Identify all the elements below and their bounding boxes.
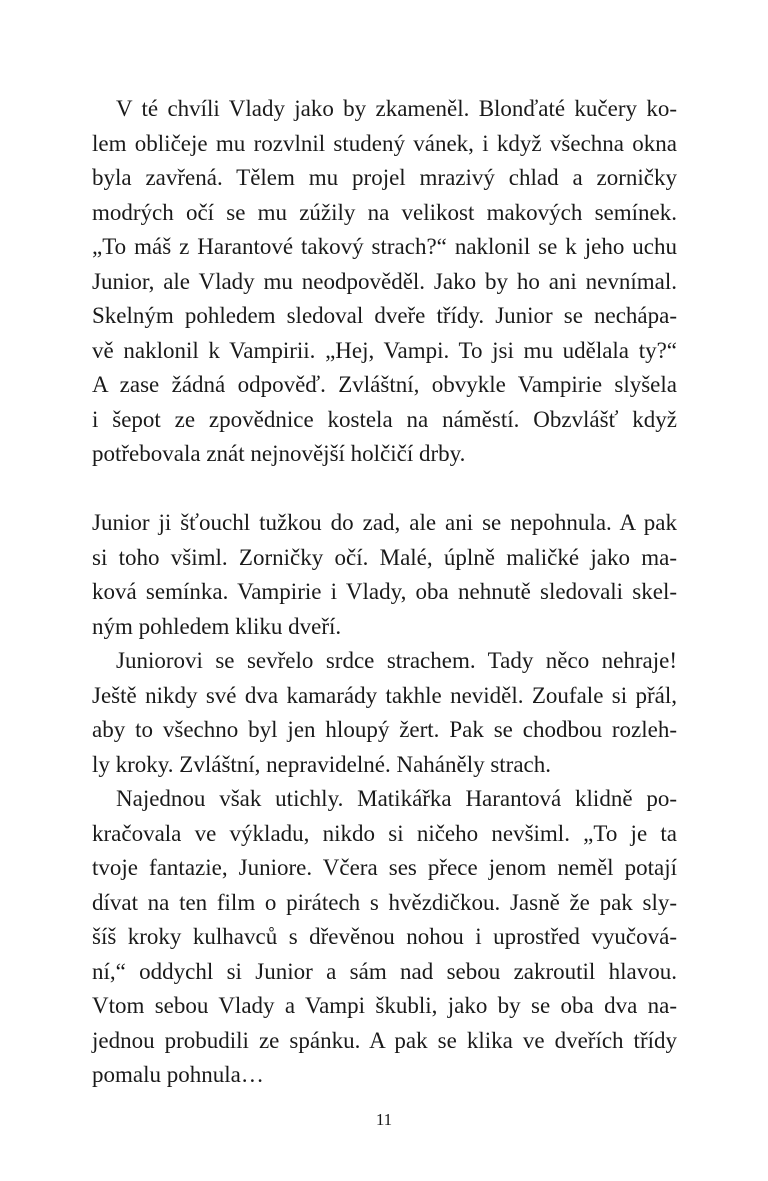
text-line: „To máš z Harantové takový strach?“ naklonil se k jeho uchu: [92, 234, 677, 259]
text-line: šíš kroky kulhavců s dřevěnou nohou i uprostřed vyučová-: [92, 924, 677, 949]
text-line: tvoje fantazie, Juniore. Včera ses přece jenom neměl potají: [92, 855, 677, 880]
text-line: jednou probudili ze spánku. A pak se klika ve dveřích třídy: [92, 1028, 677, 1053]
text-line: Juniorovi se sevřelo srdce strachem. Tady něco nehraje!: [116, 648, 677, 673]
text-line: ní,“ oddychl si Junior a sám nad sebou zakroutil hlavou.: [92, 959, 677, 984]
text-line: Junior ji šťouchl tužkou do zad, ale ani se nepohnula. A pak: [92, 510, 677, 535]
text-line: si toho všiml. Zorničky očí. Malé, úplně maličké jako ma-: [92, 545, 677, 570]
text-line: V té chvíli Vlady jako by zkameněl. Blonďaté kučery ko-: [116, 96, 677, 121]
text-line: pomalu pohnula…: [92, 1062, 264, 1087]
text-line: vě naklonil k Vampirii. „Hej, Vampi. To jsi mu udělala ty?“: [92, 338, 677, 363]
text-line: dívat na ten film o pirátech s hvězdičkou. Jasně že pak sly-: [92, 890, 677, 915]
text-line: potřebovala znát nejnovější holčičí drby.: [92, 441, 466, 466]
text-line: Ještě nikdy své dva kamarády takhle neviděl. Zoufale si přál,: [92, 683, 677, 708]
text-line: aby to všechno byl jen hloupý žert. Pak se chodbou rozleh-: [92, 717, 677, 742]
page-number: 11: [375, 1110, 393, 1129]
text-line: Vtom sebou Vlady a Vampi škubli, jako by se oba dva na-: [92, 993, 677, 1018]
text-line: modrých očí se mu zúžily na velikost makových semínek.: [92, 200, 677, 225]
text-line: Junior, ale Vlady mu neodpověděl. Jako by ho ani nevnímal.: [92, 269, 677, 294]
text-line: ková semínka. Vampirie i Vlady, oba nehnutě sledovali skel-: [92, 579, 677, 604]
text-line: Najednou však utichly. Matikářka Harantová klidně po-: [116, 786, 677, 811]
text-line: A zase žádná odpověď. Zvláštní, obvykle Vampirie slyšela: [92, 372, 677, 397]
text-line: ly kroky. Zvláštní, nepravidelné. Naháněly strach.: [92, 752, 552, 777]
text-line: byla zavřená. Tělem mu projel mrazivý chlad a zorničky: [92, 165, 677, 190]
text-line: i šepot ze zpovědnice kostela na náměstí. Obzvlášť když: [92, 407, 677, 432]
text-line: lem obličeje mu rozvlnil studený vánek, i když všechna okna: [92, 131, 677, 156]
text-line: Skelným pohledem sledoval dveře třídy. Junior se nechápa-: [92, 303, 677, 328]
text-line: kračovala ve výkladu, nikdo si ničeho nevšiml. „To je ta: [92, 821, 677, 846]
text-line: ným pohledem kliku dveří.: [92, 614, 342, 639]
